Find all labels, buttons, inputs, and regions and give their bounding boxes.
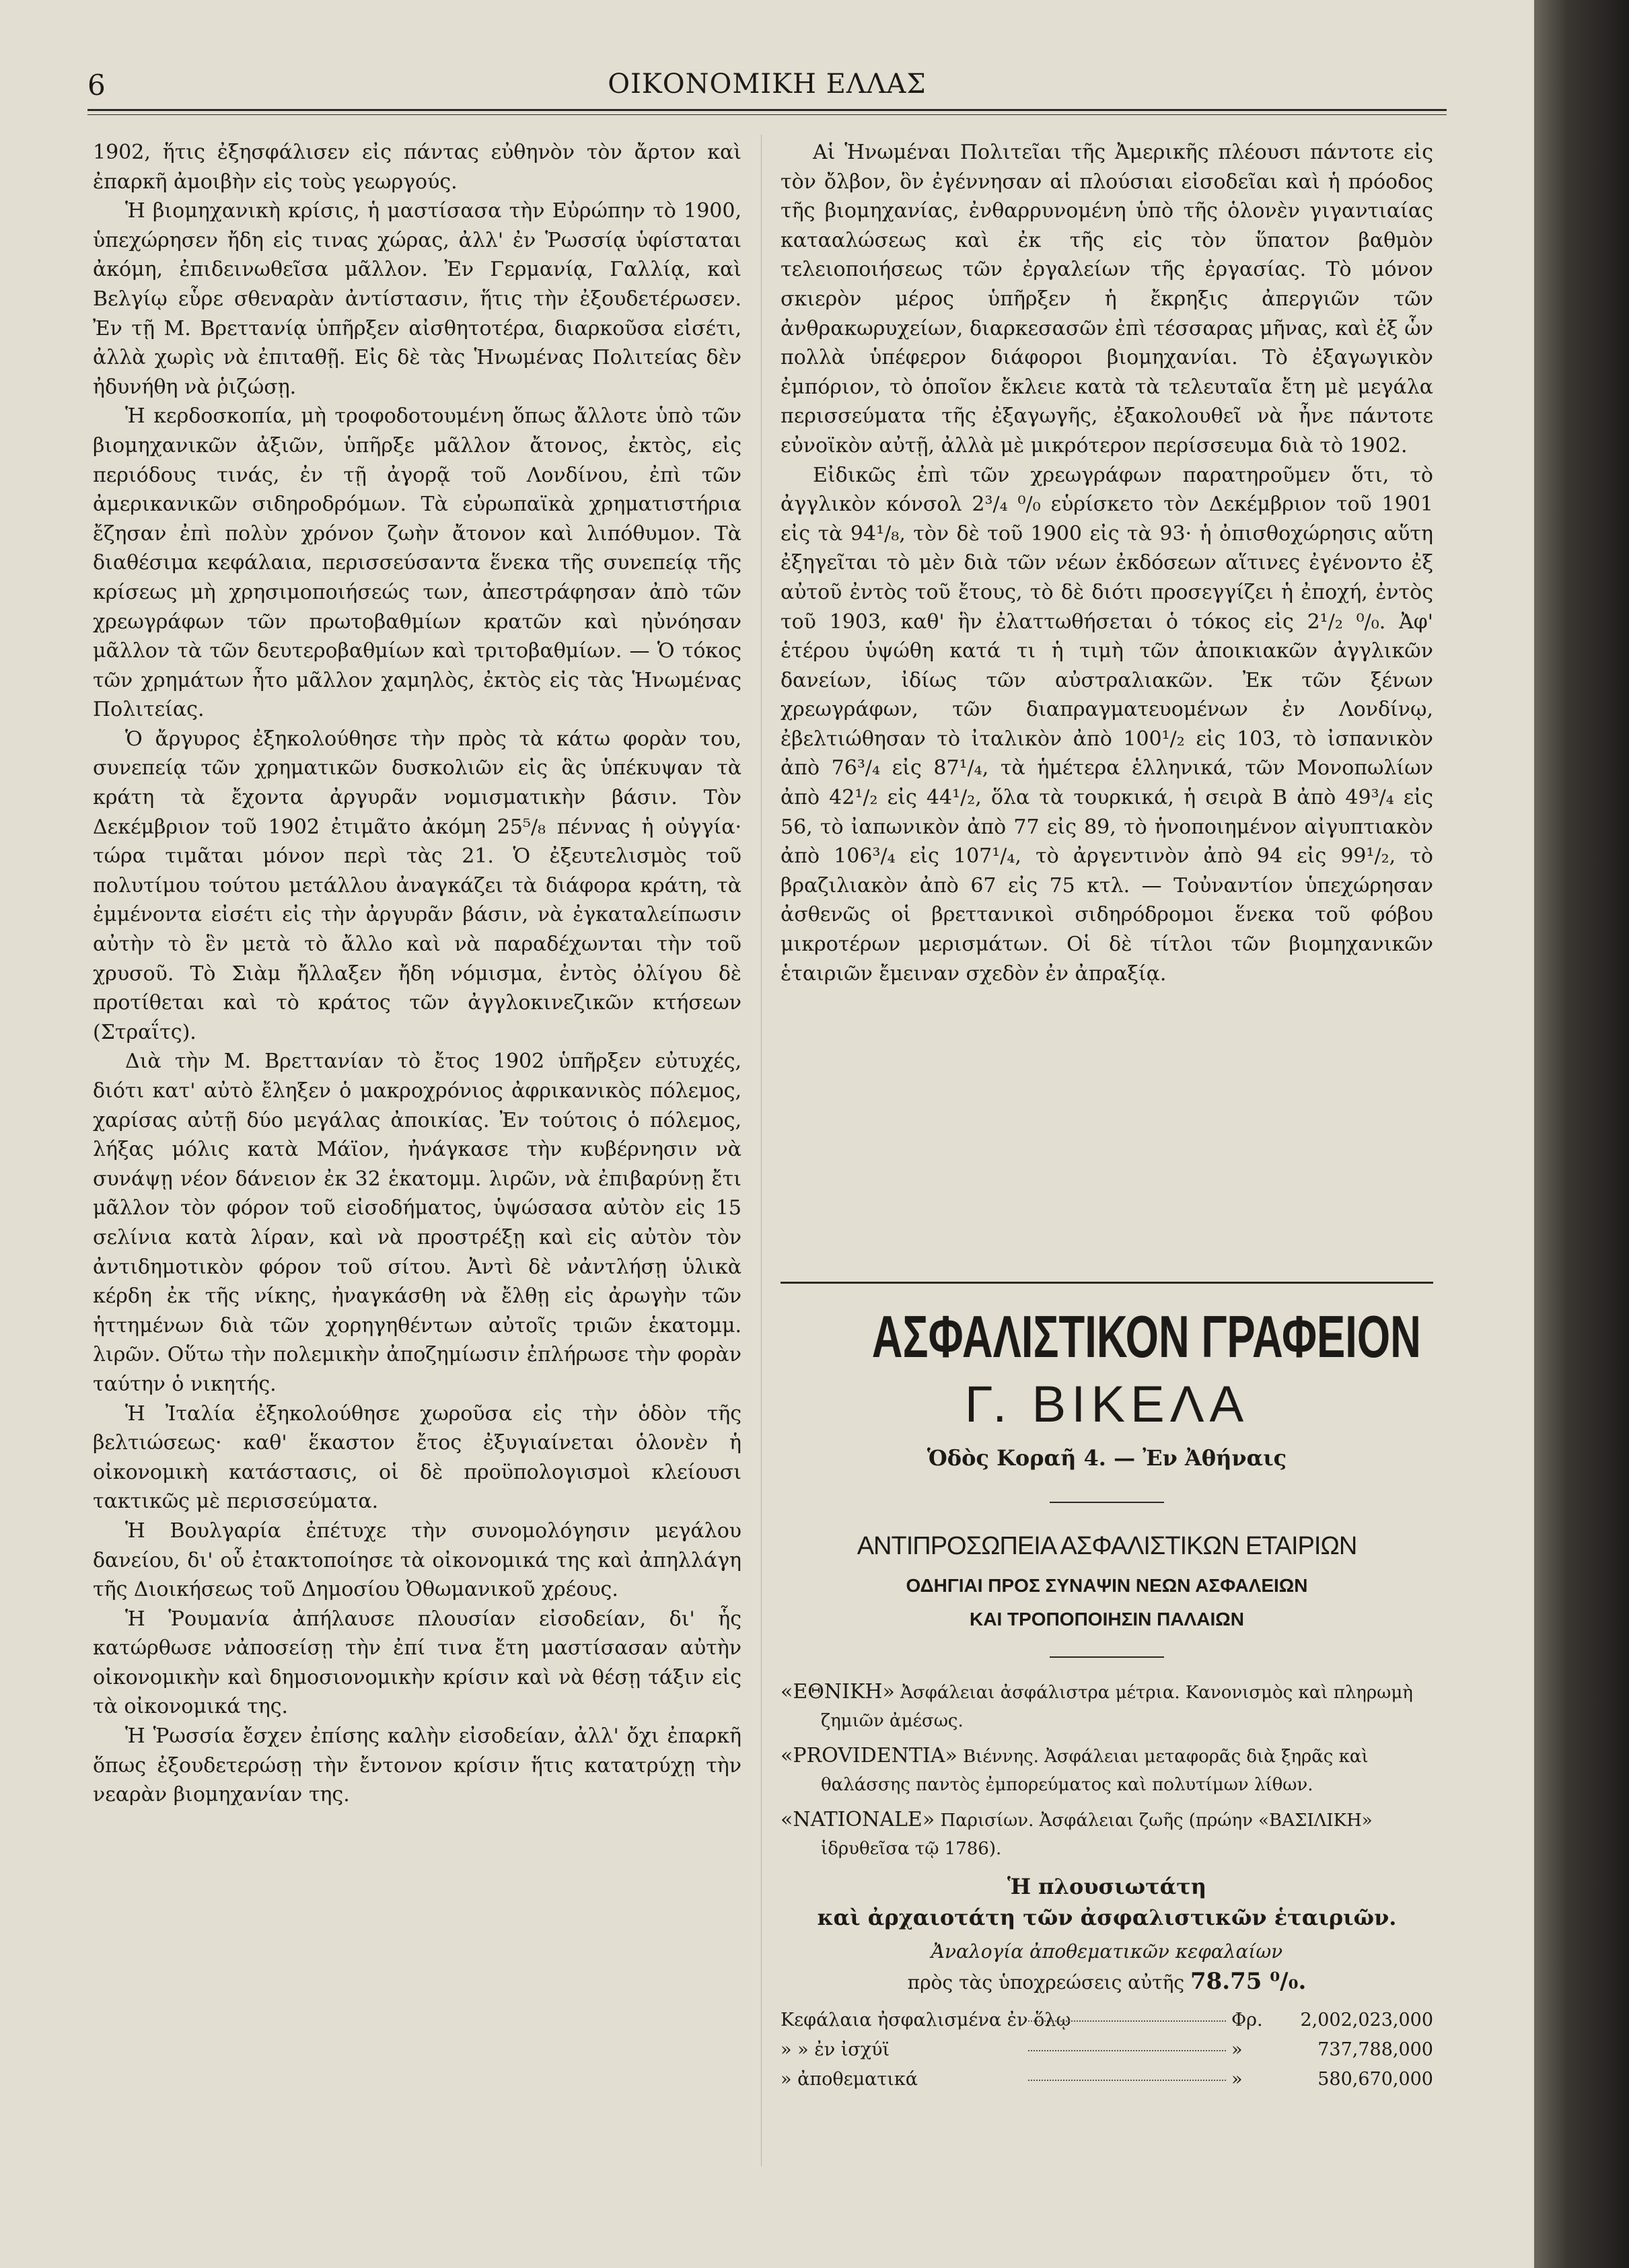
ad-top-rule	[781, 1282, 1433, 1284]
capital-currency: »	[1231, 2069, 1243, 2090]
capital-label: Κεφάλαια ἠσφαλισμένα ἐν ὅλῳ	[781, 2010, 1071, 2031]
company-name: «NATIONALE»	[781, 1808, 935, 1831]
reserve-ratio-value: 78.75 ⁰/₀.	[1190, 1968, 1307, 1995]
ad-address: Ὁδὸς Κοραῆ 4. — Ἐν Ἀθήναις	[927, 1445, 1287, 1471]
paragraph: Εἰδικῶς ἐπὶ τῶν χρεωγράφων παρατηροῦμεν ὅτι, τὸ ἀγγλικὸν κόνσολ 2³/₄ ⁰/₀ εὑρίσκετο τὸν Δεκέμβριον τοῦ 1901 εἰς τὰ 94¹/₈, τὸν δὲ τοῦ 1900 εἰς τὰ 93· ἡ ὀπισθοχώρησις αὕτη ἐξηγεῖται τὸ μὲν διὰ τῶν νέων ἐκδόσεων αἵτινες ἐγένοντο ἐξ αὐτοῦ ἐντὸς τοῦ ἔτους, τὸ δὲ διότι προσεγγίζει ἡ ἐποχή, ἐντὸς τοῦ 1903, καθ' ἣν ἐλαττωθήσεται ὁ τόκος εἰς 2¹/₂ ⁰/₀. Ἀφ' ἑτέρου ὑψώθη κατά τι ἡ τιμὴ τῶν ἀποικιακῶν ἀγγλικῶν δανείων, ἰδίως τῶν αὐστραλιακῶν. Ἐκ τῶν ξένων χρεωγράφων, τῶν διαπραγματευομένων ἐν Λονδίνῳ, ἐβελτιώθησαν τὸ ἰταλικὸν ἀπὸ 100¹/₂ εἰς 103, τὸ ἰσπανικὸν ἀπὸ 76³/₄ εἰς 87¹/₄, τὰ ἡμέτερα ἑλληνικά, τῶν Μονοπωλίων ἀπὸ 42¹/₂ εἰς 44¹/₂, ὅλα τὰ τουρκικά, ἡ σειρὰ Β ἀπὸ 49³/₄ εἰς 56, τὸ ἰαπωνικὸν ἀπὸ 77 εἰς 89, τὸ ἡνοποιημένον αἰγυπτιακὸν ἀπὸ 106³/₄ εἰς 107¹/₄, τὸ ἀργεντινὸν ἀπὸ 94 εἰς 99¹/₂, τὸ βραζιλιακὸν ἀπὸ 67 εἰς 75 κτλ. — Τοὐναντίον ὑπεχώρησαν ἀσθενῶς οἱ βρεττανικοὶ σιδηρόδρομοι ἕνεκα τοῦ φόβου μικροτέρων μερισμάτων. Οἱ δὲ τίτλοι τῶν βιομηχανικῶν ἑταιριῶν ἔμειναν σχεδὸν ἐν ἀπραξίᾳ.	[781, 463, 1433, 986]
ad-tagline-line: καὶ ἀρχαιοτάτη τῶν ἀσφαλιστικῶν ἑταιριῶν.	[817, 1905, 1397, 1930]
header-rule	[87, 109, 1447, 111]
capital-row	[781, 2006, 1433, 2035]
column-divider	[761, 135, 762, 2166]
paragraph: Ὁ ἄργυρος ἐξηκολούθησε τὴν πρὸς τὰ κάτω φορὰν του, συνεπείᾳ τῶν χρηματικῶν δυσκολιῶν εἰς ἃς ὑπέκυψαν τὰ κράτη τὰ ἔχοντα ἀργυρᾶν νομισματικὴν βάσιν. Τὸν Δεκέμβριον τοῦ 1902 ἐτιμᾶτο ἀκόμη 25⁵/₈ πέννας ἡ οὐγγία· τώρα τιμᾶται μόνον περὶ τὰς 21. Ὁ ἐξευτελισμὸς τοῦ πολυτίμου τούτου μετάλλου ἀναγκάζει τὰ διάφορα κράτη, τὰ ἐμμένοντα εἰσέτι εἰς τὴν ἀργυρᾶν βάσιν, νὰ ἐγκαταλείπωσιν αὐτὴν τὸ ἓν μετὰ τὸ ἄλλο καὶ νὰ παραδέχωνται τὴν τοῦ χρυσοῦ. Τὸ Σιὰμ ἤλλαξεν ἤδη νόμισμα, ἐντὸς ὀλίγου δὲ προτίθεται καὶ τὸ κράτος τῶν ἀγγλοκινεζικῶν κτήσεων (Στραΐτς).	[93, 727, 741, 1044]
paragraph: Ἡ Βουλγαρία ἐπέτυχε τὴν συνομολόγησιν μεγάλου δανείου, δι' οὗ ἐτακτοποίησε τὰ οἰκονομικά της καὶ ἀπηλλάγη τῆς Διοικήσεως τοῦ Δημοσίου Ὀθωμανικοῦ χρέους.	[93, 1519, 741, 1602]
capital-label: » » ἐν ἰσχύϊ	[781, 2039, 890, 2060]
capital-amount: 2,002,023,000	[1300, 2010, 1433, 2031]
company-list	[781, 1678, 1433, 1863]
running-title: ΟΙΚΟΝΟΜΙΚΗ ΕΛΛΑΣ	[608, 69, 927, 100]
reserve-ratio	[781, 1937, 1433, 1998]
capital-currency: »	[1231, 2039, 1243, 2060]
page-number: 6	[87, 69, 106, 102]
paragraph: Ἡ Ῥωσσία ἔσχεν ἐπίσης καλὴν εἰσοδείαν, ἀλλ' ὄχι ἐπαρκῆ ὅπως ἐξουδετερώσῃ τὴν ἔντονον κρίσιν ἥτις κατατρύχῃ τὴν νεαρὰν βιομηχανίαν της.	[93, 1724, 741, 1807]
capital-row	[781, 2065, 1433, 2094]
company-description: Ἀσφάλειαι ἀσφάλιστρα μέτρια. Κανονισμὸς καὶ πληρωμὴ ζημιῶν ἀμέσως.	[821, 1683, 1413, 1731]
capital-amount: 580,670,000	[1317, 2069, 1433, 2090]
header-rule-thin	[87, 114, 1447, 115]
company-entry	[781, 1742, 1433, 1799]
ad-tagline	[781, 1871, 1433, 1933]
ad-guidance-line: ΚΑΙ ΤΡΟΠΟΠΟΙΗΣΙΝ ΠΑΛΑΙΩΝ	[970, 1609, 1244, 1630]
paragraph: Ἡ Ῥουμανία ἀπήλαυσε πλουσίαν εἰσοδείαν, δι' ἧς κατώρθωσε νἀποσείσῃ τὴν ἐπί τινα ἔτη μαστίσασαν αὐτὴν οἰκονομικὴν καὶ δημοσιονομικὴν κρίσιν καὶ νὰ θέσῃ τάξιν εἰς τὰ οἰκονομικά της.	[93, 1607, 741, 1719]
leader-dots	[1028, 2079, 1226, 2081]
insurance-advertisement	[781, 1282, 1433, 2094]
paragraph: Ἡ βιομηχανικὴ κρίσις, ἡ μαστίσασα τὴν Εὐρώπην τὸ 1900, ὑπεχώρησεν ἤδη εἰς τινας χώρας, ἀλλ' ἐν Ῥωσσίᾳ ὑφίσταται ἀκόμη, ἐπιδεινωθεῖσα μᾶλλον. Ἐν Γερμανίᾳ, Γαλλίᾳ, καὶ Βελγίῳ εὗρε σθεναρὰν ἀντίστασιν, ἥτις τὴν ἐξουδετέρωσεν. Ἐν τῇ Μ. Βρεττανίᾳ ὑπῆρξεν αἰσθητοτέρα, διαρκοῦσα εἰσέτι, ἀλλὰ χωρὶς νὰ ἐπιταθῇ. Εἰς δὲ τὰς Ἡνωμένας Πολιτείας δὲν ἠδυνήθη νὰ ῥιζώσῃ.	[93, 199, 741, 399]
capital-table	[781, 2006, 1433, 2094]
right-column	[781, 138, 1433, 988]
company-description: Βιέννης. Ἀσφάλειαι μεταφορᾶς διὰ ξηρᾶς καὶ θαλάσσης παντὸς ἐμπορεύματος καὶ πολυτίμων λίθων.	[821, 1747, 1369, 1795]
capital-currency: Φρ.	[1231, 2010, 1263, 2031]
left-column	[93, 138, 741, 1810]
ad-title: ΑΣΦΑΛΙΣΤΙΚΟΝ ΓΡΑΦΕΙΟΝ	[871, 1303, 1421, 1370]
reserve-ratio-line	[781, 1967, 1433, 1998]
ad-guidance	[781, 1569, 1433, 1636]
ad-divider	[1050, 1502, 1164, 1503]
ad-subtitle: ΑΝΤΙΠΡΟΣΩΠΕΙΑ ΑΣΦΑΛΙΣΤΙΚΩΝ ΕΤΑΙΡΙΩΝ	[857, 1532, 1357, 1560]
paragraph: Ἡ Ἰταλία ἐξηκολούθησε χωροῦσα εἰς τὴν ὁδὸν τῆς βελτιώσεως· καθ' ἕκαστον ἔτος ἐξυγιαίνεται ὁλονὲν ἡ οἰκονομικὴ κατάστασις, οἱ δὲ προϋπολογισμοὶ κλείουσι τακτικῶς μὲ περισσεύματα.	[93, 1401, 741, 1514]
company-description: Παρισίων. Ἀσφάλειαι ζωῆς (πρώην «ΒΑΣΙΛΙΚΗ» ἱδρυθεῖσα τῷ 1786).	[821, 1810, 1373, 1859]
capital-amount: 737,788,000	[1317, 2039, 1433, 2060]
company-name: «ΕΘΝΙΚΗ»	[781, 1680, 895, 1704]
ad-guidance-line: ΟΔΗΓΙΑΙ ΠΡΟΣ ΣΥΝΑΨΙΝ ΝΕΩΝ ΑΣΦΑΛΕΙΩΝ	[906, 1575, 1308, 1596]
capital-label: » ἀποθεματικά	[781, 2069, 918, 2090]
ad-owner: Γ. ΒΙΚΕΛΑ	[964, 1376, 1250, 1433]
ad-divider	[1050, 1656, 1164, 1658]
company-entry	[781, 1806, 1433, 1863]
paragraph: Ἡ κερδοσκοπία, μὴ τροφοδοτουμένη ὅπως ἄλλοτε ὑπὸ τῶν βιομηχανικῶν ἀξιῶν, ὑπῆρξε μᾶλλον ἄτονος, ἐκτὸς, εἰς περιόδους τινάς, ἐν τῇ ἀγορᾷ τοῦ Λονδίνου, ἐπὶ τῶν ἀμερικανικῶν σιδηροδρόμων. Τὰ εὐρωπαϊκὰ χρηματιστήρια ἔζησαν ἐπὶ πολὺν χρόνον ζωὴν ἄτονον καὶ λιπόθυμον. Τὰ διαθέσιμα κεφάλαια, περισσεύσαντα ἕνεκα τῆς συνεπείᾳ τῆς κρίσεως μὴ χρησιμοποιήσεώς των, ἀπεστράφησαν ἀπὸ τῶν χρεωγράφων τῶν πρωτοβαθμίων κρατῶν καὶ ηὐνόησαν μᾶλλον τὰ τῶν δευτεροβαθμίων καὶ τριτοβαθμίων. — Ὁ τόκος τῶν χρημάτων ἦτο μᾶλλον χαμηλὸς, ἐκτὸς εἰς τὰς Ἡνωμένας Πολιτείας.	[93, 404, 741, 722]
company-entry	[781, 1678, 1433, 1735]
leader-dots	[1028, 2049, 1226, 2051]
page-edge-shadow	[1534, 0, 1629, 2268]
leader-dots	[1028, 2020, 1226, 2022]
reserve-ratio-label: Ἀναλογία ἀποθεματικῶν κεφαλαίων	[931, 1940, 1283, 1963]
paragraph: Διὰ τὴν Μ. Βρεττανίαν τὸ ἔτος 1902 ὑπῆρξεν εὐτυχές, διότι κατ' αὐτὸ ἔληξεν ὁ μακροχρόνιος ἀφρικανικὸς πόλεμος, χαρίσας αὐτῇ δύο μεγάλας ἀποικίας. Ἐν τούτοις ὁ πόλεμος, λήξας μόλις κατὰ Μάϊον, ἠνάγκασε τὴν κυβέρνησιν νὰ συνάψῃ νέον δάνειον ἐκ 32 ἑκατομμ. λιρῶν, νὰ ἐπιβαρύνῃ ἔτι μᾶλλον τὸν φόρον τοῦ εἰσοδήματος, ὑψώσασα αὐτὸν εἰς 15 σελίνια κατὰ λίραν, καὶ νὰ προστρέξῃ καὶ εἰς αὐτὸν τὸν ἀντιδημοτικὸν φόρον τοῦ σίτου. Ἀντὶ δὲ νἀντλήσῃ ὑλικὰ κέρδη ἐκ τῆς νίκης, ἠναγκάσθη νὰ ἔλθῃ εἰς ἀρωγὴν τῶν ἡττημένων διὰ τῶν χορηγηθέντων αὐτοῖς τριῶν ἑκατομμ. λιρῶν. Οὕτω τὴν πολεμικὴν ἀποζημίωσιν ἐπλήρωσε τὴν φορὰν ταύτην ὁ νικητής.	[93, 1050, 741, 1396]
paragraph: Αἱ Ἡνωμέναι Πολιτεῖαι τῆς Ἀμερικῆς πλέουσι πάντοτε εἰς τὸν ὄλβον, ὃν ἐγέννησαν αἱ πλούσιαι εἰσοδεῖαι καὶ ἡ πρόοδος τῆς βιομηχανίας, ἐνθαρρυνομένη ὑπὸ τῆς ὁλονὲν γιγαντιαίας κατααλώσεως καὶ ἐκ τῆς εἰς τὸν ὕπατον βαθμὸν τελειοποιήσεως τῶν ἐργαλείων τῆς ἐργασίας. Τὸ μόνον σκιερὸν μέρος ὑπῆρξεν ἡ ἔκρηξις ἀπεργιῶν τῶν ἀνθρακωρυχείων, διαρκεσασῶν ἐπὶ τέσσαρας μῆνας, καὶ ἐξ ὧν πολλὰ ὑπέφερον διάφοροι βιομηχανίαι. Τὸ ἐξαγωγικὸν ἐμπόριον, τὸ ὁποῖον ἔκλειε κατὰ τὰ τελευταῖα ἔτη μὲ μεγάλα περισσεύματα τῆς ἐξαγωγῆς, ἐξακολουθεῖ νὰ ἦνε πάντοτε εὐνοϊκὸν αὐτῇ, ἀλλὰ μὲ μικρότερον περίσσευμα διὰ τὸ 1902.	[781, 141, 1433, 458]
reserve-ratio-prefix: πρὸς τὰς ὑποχρεώσεις αὐτῆς	[907, 1971, 1185, 1993]
ad-tagline-line: Ἡ πλουσιωτάτη	[1007, 1874, 1207, 1899]
page-header	[87, 62, 1447, 109]
company-name: «PROVIDENTIA»	[781, 1744, 957, 1767]
capital-row	[781, 2035, 1433, 2065]
paragraph: 1902, ἥτις ἐξησφάλισεν εἰς πάντας εὐθηνὸν τὸν ἄρτον καὶ ἐπαρκῆ ἀμοιβὴν εἰς τοὺς γεωργούς.	[93, 141, 741, 194]
